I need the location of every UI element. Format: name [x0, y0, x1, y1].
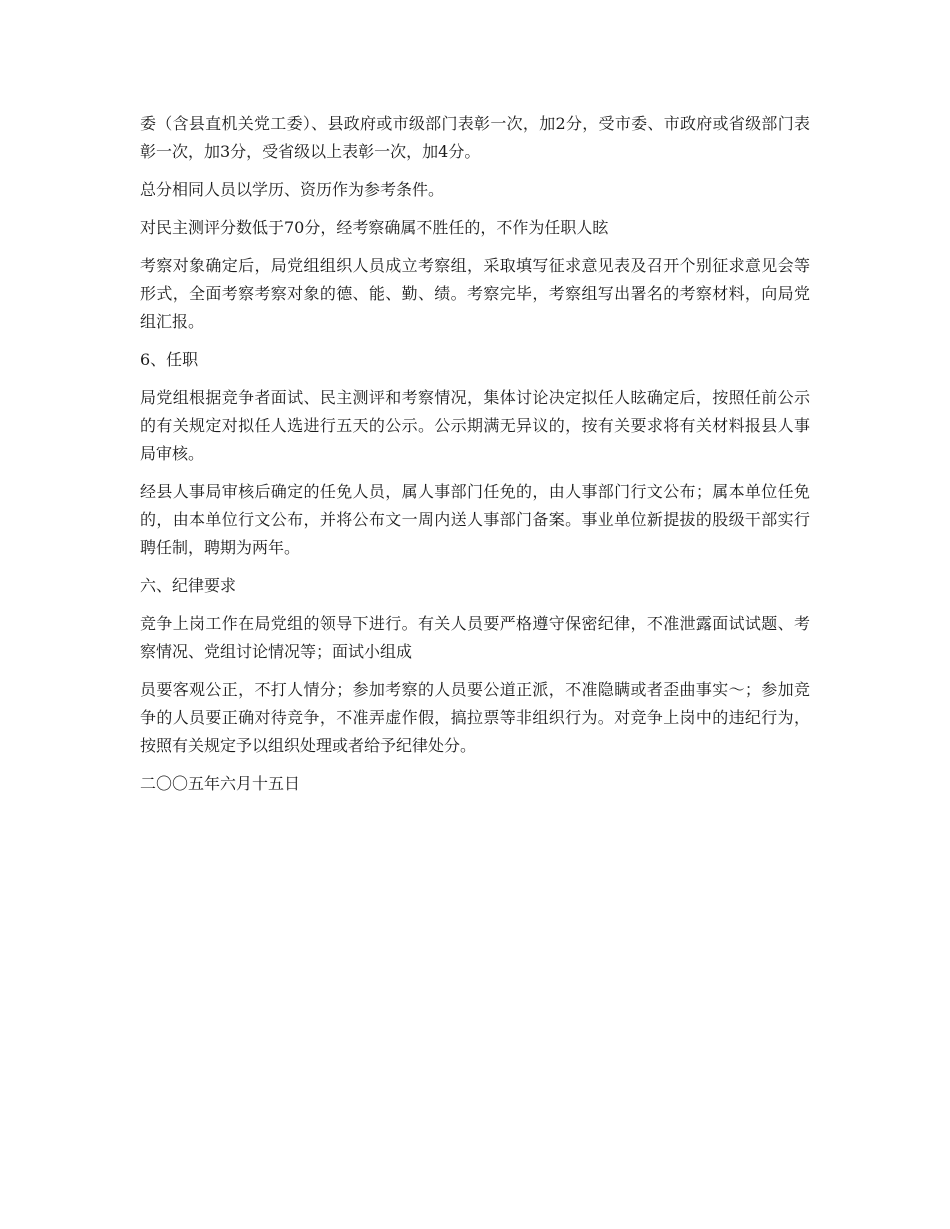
paragraph-democratic-score: 对民主测评分数低于70分，经考察确属不胜任的，不作为任职人眩 [140, 218, 609, 237]
paragraph-fairness: 员要客观公正，不打人情分；参加考察的人员要公道正派，不准隐瞒或者歪曲事实～；参加竞争的人员要正确对待竞争，不准弄虚作假，搞拉票等非组织行为。对竞争上岗中的违纪行为，按照有关规定予以组织处理或者给予纪律处分。 [140, 680, 810, 755]
paragraph-confidentiality: 竞争上岗工作在局党组的领导下进行。有关人员要严格遵守保密纪律，不准泄露面试试题、考察情况、党组讨论情况等；面试小组成 [140, 614, 810, 661]
paragraph-tiebreak: 总分相同人员以学历、资历作为参考条件。 [140, 180, 445, 199]
paragraph-appointment-approval: 经县人事局审核后确定的任免人员，属人事部门任免的，由人事部门行文公布；属本单位任免的，由本单位行文公布，并将公布文一周内送人事部门备案。事业单位新提拔的股级干部实行聘任制，聘期为两年。 [140, 482, 810, 557]
section-heading-discipline: 六、纪律要求 [140, 576, 237, 595]
paragraph-commendation-points: 委（含县直机关党工委）、县政府或市级部门表彰一次，加2分，受市委、市政府或省级部门表彰一次，加3分，受省级以上表彰一次，加4分。 [140, 114, 810, 161]
paragraph-inspection: 考察对象确定后，局党组组织人员成立考察组，采取填写征求意见表及召开个别征求意见会等形式，全面考察考察对象的德、能、勤、绩。考察完毕，考察组写出署名的考察材料，向局党组汇报。 [140, 256, 810, 331]
document-date: 二〇〇五年六月十五日 [140, 774, 301, 793]
paragraph-publicity: 局党组根据竞争者面试、民主测评和考察情况，集体讨论决定拟任人眩确定后，按照任前公示的有关规定对拟任人选进行五天的公示。公示期满无异议的，按有关要求将有关材料报县人事局审核。 [140, 388, 810, 463]
section-heading-appointment: 6、任职 [140, 350, 199, 369]
document-body [140, 110, 810, 808]
